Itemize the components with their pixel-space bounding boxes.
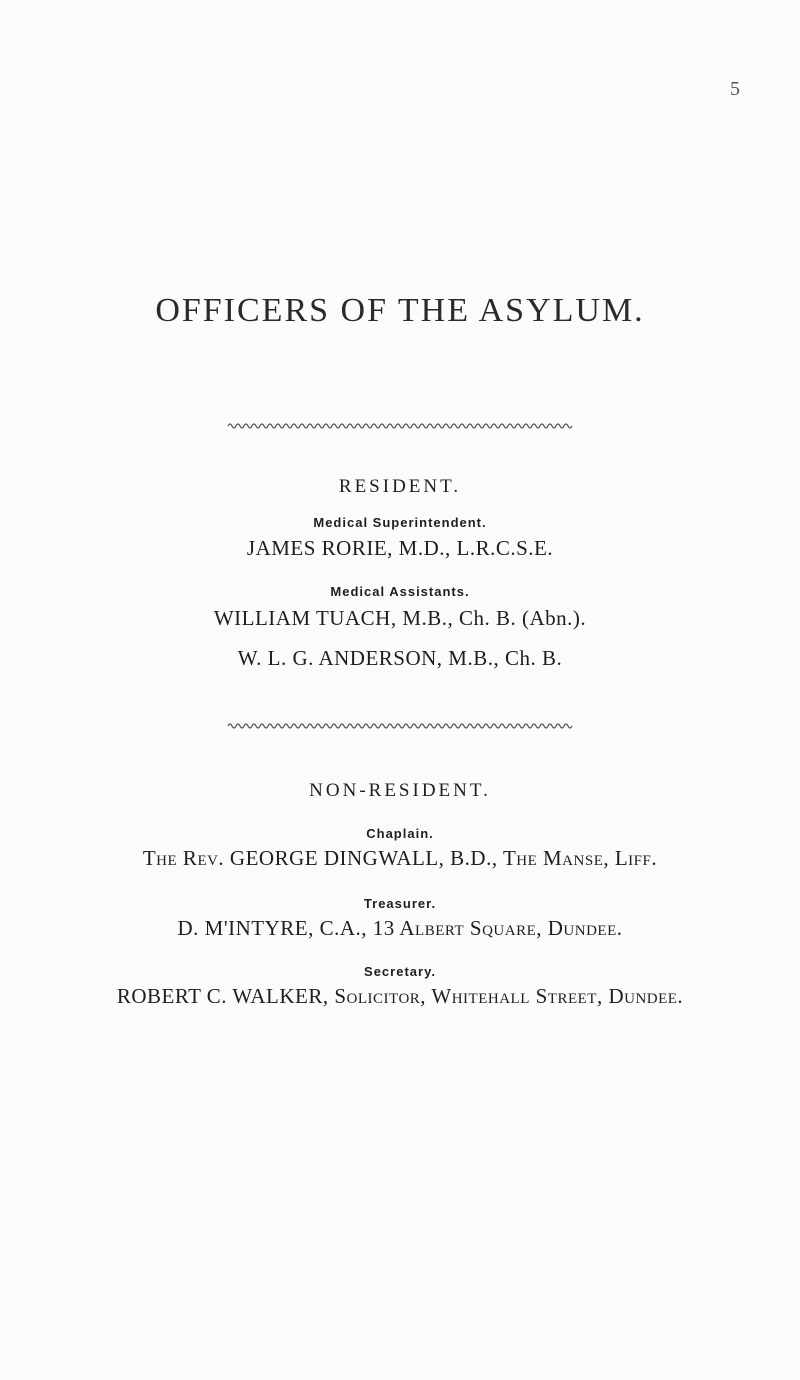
secretary-name: ROBERT C. WALKER, Solicitor, Whitehall Street, Dundee. — [116, 984, 684, 1008]
assistants-role: Medical Assistants. — [330, 584, 470, 599]
wavy-divider-bottom — [0, 718, 800, 734]
superintendent-role: Medical Superintendent. — [313, 515, 487, 530]
page-title: OFFICERS OF THE ASYLUM. — [155, 292, 645, 329]
assistant-name-1: WILLIAM TUACH, M.B., Ch. B. (Abn.). — [213, 606, 587, 630]
treasurer-role: Treasurer. — [363, 896, 437, 911]
assistant-name-2: W. L. G. ANDERSON, M.B., Ch. B. — [237, 646, 563, 670]
chaplain-name: The Rev. GEORGE DINGWALL, B.D., The Manse, Liff. — [142, 846, 658, 870]
wavy-divider-top — [0, 418, 800, 434]
non-resident-heading: NON-RESIDENT. — [309, 780, 491, 801]
secretary-role: Secretary. — [364, 964, 436, 979]
resident-heading: RESIDENT. — [338, 476, 462, 497]
chaplain-role: Chaplain. — [366, 826, 434, 841]
page-number: 5 — [730, 78, 740, 100]
treasurer-name: D. M'INTYRE, C.A., 13 Albert Square, Dundee. — [177, 916, 623, 940]
superintendent-name: JAMES RORIE, M.D., L.R.C.S.E. — [246, 536, 554, 560]
